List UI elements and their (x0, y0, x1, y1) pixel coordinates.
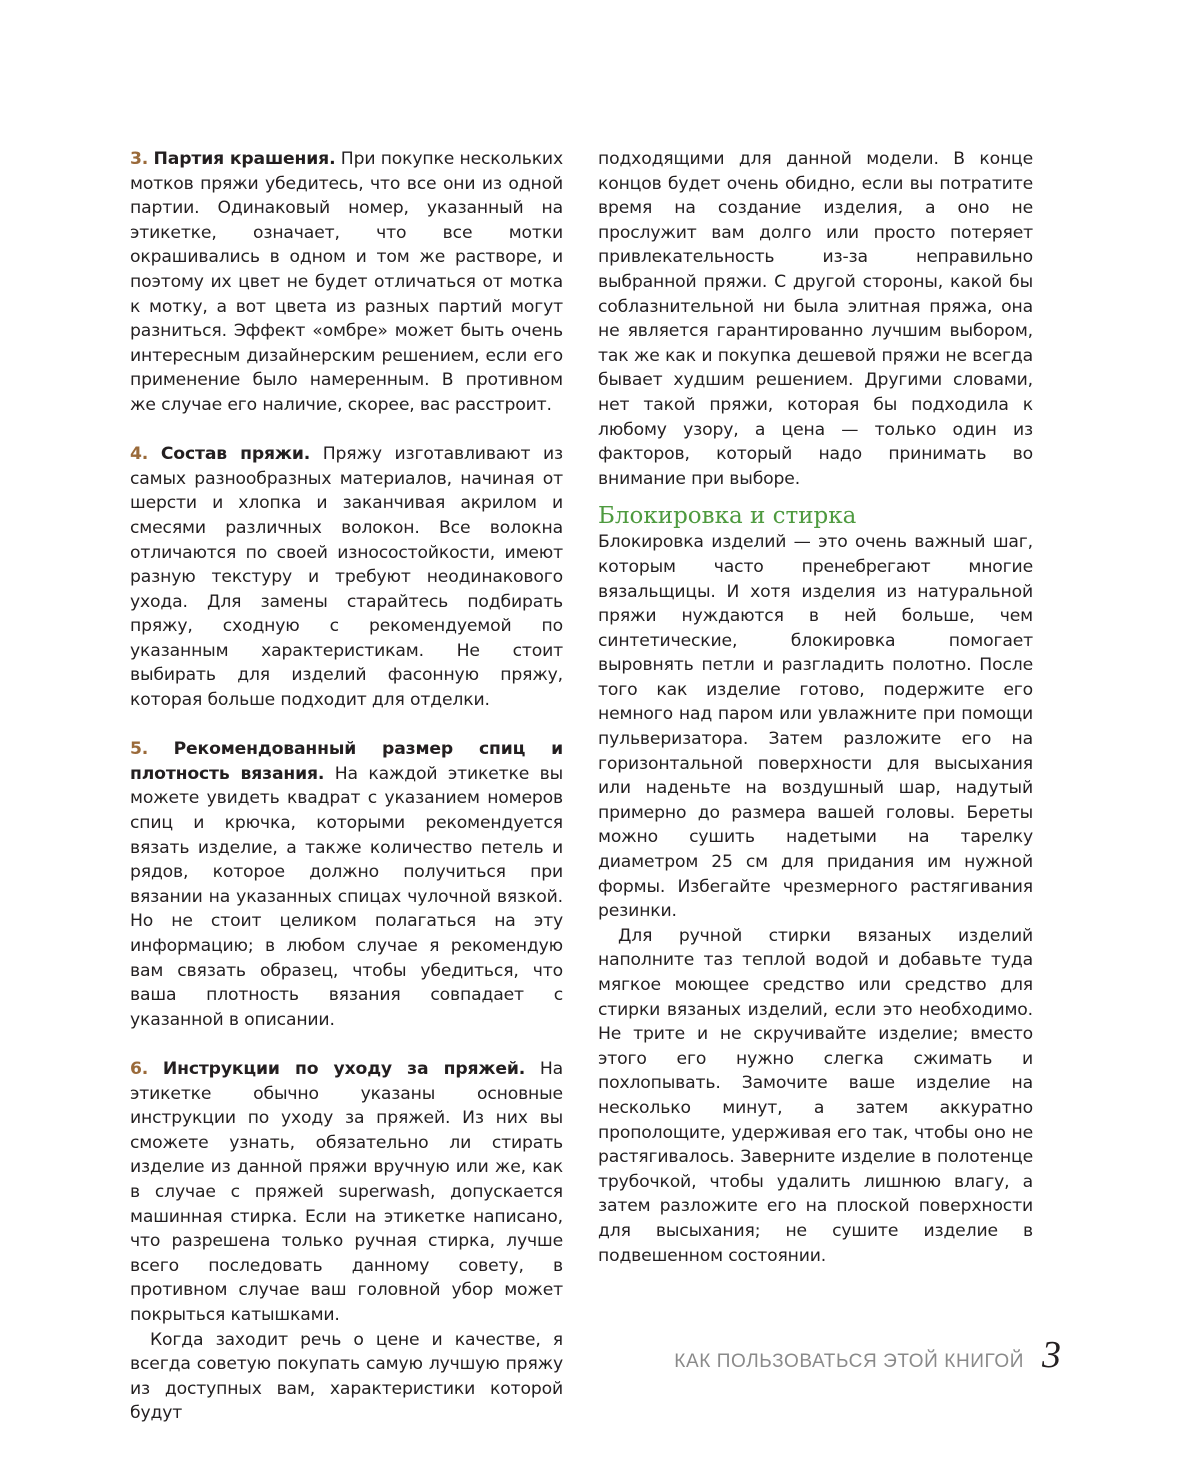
item-number: 4. (130, 444, 149, 465)
item-lead: Партия крашения. (153, 149, 336, 169)
list-item-care (130, 1057, 563, 1328)
item-text: На этикетке обычно указаны основные инструкции по уходу за пряжей. Из них вы сможете узнать, обязательно ли стирать изделие из данной пряжи вручную или же, как в случае с пряжей superwash, допускается машинная стирка. Если на этикетке написано, что разрешена только ручная стирка, лучше всего последовать данному совету, в противном случае ваш головной убор может покрыться катышками. (130, 1058, 563, 1325)
right-column (598, 147, 1033, 1268)
page-number: 3 (1042, 1334, 1061, 1376)
item-text: На каждой этикетке вы можете увидеть квадрат с указанием номеров спиц и крючка, которыми рекомендуется вязать изделие, а также количество петель и рядов, которое должно получиться при вязании на указанных спицах чулочной вязкой. Но не стоит целиком полагаться на эту информацию; в любом случае я рекомендую вам связать образец, чтобы убедиться, что ваша плотность вязания совпадает с указанной в описании. (130, 763, 564, 1030)
list-item-dye-lot (130, 147, 563, 418)
list-item-composition (130, 442, 563, 713)
list-item-needle-size (130, 737, 563, 1032)
page-footer (674, 1333, 1061, 1377)
blocking-paragraph: Блокировка изделий — это очень важный шаг, которым часто пренебрегают многие вязальщицы. И хотя изделия из натуральной пряжи нуждаются в ней больше, чем синтетические, блокировка помогает выровнять петли и разгладить полотно. После того как изделие готово, подержите его немного над паром или увлажните при помощи пульверизатора. Затем разложите его на горизонтальной поверхности для высыхания или наденьте на воздушный шар, надутый примерно до размера вашей головы. Береты можно сушить надетыми на тарелку диаметром 25 см для придания им нужной формы. Избегайте чрезмерного растягивания резинки. (598, 532, 1033, 922)
item-text: Пряжу изготавливают из самых разнообразных материалов, начиная от шерсти и хлопка и заканчивая акрилом и смесями различных волокон. Все волокна отличаются по своей износостойкости, имеют разную текстуру и требуют неодинакового ухода. Для замены старайтесь подбирать пряжу, сходную с рекомендуемой по указанным характеристикам. Не стоит выбирать для изделий фасонную пряжу, которая больше подходит для отделки. (130, 444, 563, 711)
price-paragraph: Когда заходит речь о цене и качестве, я всегда советую покупать самую лучшую пряжу из доступных вам, характеристики которой будут (130, 1329, 563, 1424)
item-number: 6. (130, 1058, 149, 1079)
item-text: При покупке нескольких мотков пряжи убедитесь, что все они из одной партии. Одинаковый номер, указанный на этикетке, означает, что все мотки окрашивались в одном и том же растворе, и поэтому их цвет не будет отличаться от мотка к мотку, а вот цвета из разных партий могут разниться. Эффект «омбре» может быть очень интересным дизайнерским решением, если его применение было намеренным. В противном же случае его наличие, скорее, вас расстроит. (130, 149, 563, 415)
item-lead: Рекомендованный размер спиц и плотность вязания. (130, 739, 563, 784)
item-lead: Состав пряжи. (160, 444, 311, 465)
item-number: 5. (130, 739, 149, 760)
washing-paragraph: Для ручной стирки вязаных изделий наполните таз теплой водой и добавьте туда мягкое моющее средство или средство для стирки вязаных изделий, если это необходимо. Не трите и не скручивайте изделие; вместо этого его нужно слегка сжимать и похлопывать. Замочите ваше изделие на несколько минут, а затем аккуратно прополощите, удерживая его так, чтобы оно не растягивалось. Заверните изделие в полотенце трубочкой, чтобы удалить лишнюю влагу, а затем разложите его на плоской поверхности для высыхания; не сушите изделие в подвешенном состоянии. (598, 925, 1033, 1266)
left-column (130, 147, 563, 1426)
running-title: КАК ПОЛЬЗОВАТЬСЯ ЭТОЙ КНИГОЙ (674, 1351, 1024, 1372)
item-number: 3. (130, 149, 149, 169)
item-lead: Инструкции по уходу за пряжей. (162, 1058, 526, 1079)
section-heading: Блокировка и стирка (598, 503, 857, 530)
continuation-paragraph: подходящими для данной модели. В конце концов будет очень обидно, если вы потратите время на создание изделия, а оно не прослужит вам долго или просто потеряет привлекательность из-за неправильно выбранной пряжи. С другой стороны, какой бы соблазнительной ни была элитная пряжа, она не является гарантированно лучшим выбором, так же как и покупка дешевой пряжи не всегда бывает худшим решением. Другими словами, нет такой пряжи, которая бы подходила к любому узору, а цена — только один из факторов, который надо принимать во внимание при выборе. (598, 149, 1033, 489)
